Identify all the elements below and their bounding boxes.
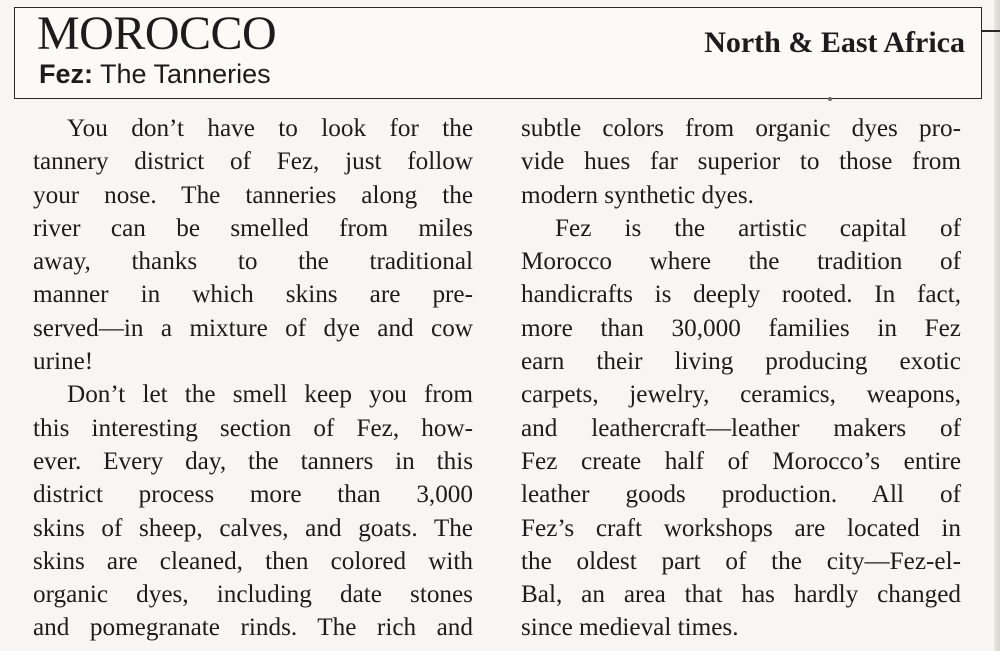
text-line: skins are cleaned, then colored with [33, 547, 473, 575]
paragraph [521, 112, 961, 212]
text-line: Don’t let the smell keep you from [67, 381, 473, 409]
text-line: Fez’s craft workshops are located in [521, 514, 961, 542]
text-line: earn their living producing exotic [521, 348, 961, 376]
text-line: the oldest part of the city—Fez-el- [521, 547, 961, 575]
paper-speck [828, 97, 832, 101]
right-column [521, 112, 961, 645]
text-line: river can be smelled from miles [33, 214, 473, 242]
text-line: more than 30,000 families in Fez [521, 314, 961, 342]
text-line: modern synthetic dyes. [521, 181, 754, 209]
subtitle-topic: The Tanneries [93, 59, 271, 89]
text-line: vide hues far superior to those from [521, 148, 961, 176]
text-line: your nose. The tanneries along the [33, 181, 473, 209]
header-box [14, 7, 982, 99]
text-line: and pomegranate rinds. The rich and [33, 614, 473, 642]
header-rule [981, 30, 1000, 32]
text-line: Morocco where the tradition of [521, 248, 961, 276]
text-line: Fez is the artistic capital of [555, 214, 961, 242]
article-subtitle [39, 59, 271, 89]
left-column [33, 112, 473, 645]
country-title: MOROCCO [37, 7, 277, 60]
text-line: district process more than 3,000 [33, 481, 473, 509]
text-line: manner in which skins are pre- [33, 281, 473, 309]
text-line: Bal, an area that has hardly changed [521, 581, 961, 609]
region-label: North & East Africa [704, 26, 965, 59]
text-line: subtle colors from organic dyes pro- [521, 115, 961, 142]
text-line: ever. Every day, the tanners in this [33, 447, 473, 475]
text-line: urine! [33, 348, 94, 376]
text-line: organic dyes, including date stones [33, 581, 473, 609]
text-line: this interesting section of Fez, how- [33, 414, 473, 442]
subtitle-city: Fez: [39, 59, 93, 89]
text-line: skins of sheep, calves, and goats. The [33, 514, 473, 542]
text-line: since medieval times. [521, 614, 739, 642]
text-line: served—in a mixture of dye and cow [33, 314, 473, 342]
text-line: leather goods production. All of [521, 481, 961, 509]
text-line: handicrafts is deeply rooted. In fact, [521, 281, 961, 309]
paragraph [33, 378, 473, 644]
text-line: carpets, jewelry, ceramics, weapons, [521, 381, 961, 409]
text-line: You don’t have to look for the [67, 115, 473, 142]
paragraph [33, 112, 473, 378]
page-edge-shadow [994, 0, 1000, 651]
text-line: tannery district of Fez, just follow [33, 148, 473, 176]
text-line: Fez create half of Morocco’s entire [521, 447, 961, 475]
paragraph [521, 212, 961, 645]
text-line: away, thanks to the traditional [33, 248, 473, 276]
text-line: and leathercraft—leather makers of [521, 414, 961, 442]
